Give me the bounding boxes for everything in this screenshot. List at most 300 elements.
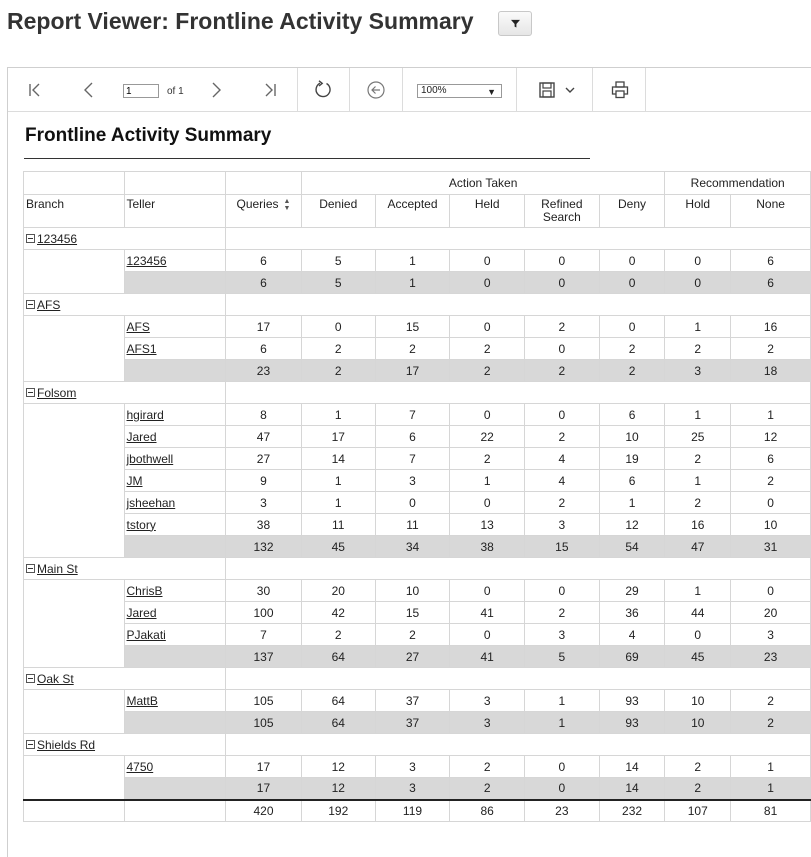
collapse-toggle-icon[interactable] [26,674,35,683]
subtotal-cell: 41 [450,646,525,668]
subtotal-cell: 38 [450,536,525,558]
subtotal-cell: 64 [301,646,375,668]
value-cell: 0 [731,580,811,602]
sort-icon[interactable]: ▲ ▼ [283,198,291,212]
value-cell: 2 [524,602,599,624]
teller-cell [124,404,226,426]
toolbar-divider [402,68,403,112]
subtotal-cell: 137 [226,646,302,668]
back-button[interactable] [365,79,387,101]
branch-cell [24,294,226,316]
grand-total-row [24,800,811,822]
value-cell: 0 [450,250,525,272]
subtotal-cell: 2 [450,360,525,382]
value-cell: 12 [301,756,375,778]
value-cell: 2 [375,338,450,360]
grand-total-cell: 23 [524,800,599,822]
value-cell: 2 [524,316,599,338]
first-page-button[interactable] [24,79,46,101]
subtotal-cell: 37 [375,712,450,734]
branch-row-blank [226,734,811,756]
header-cell [24,172,125,195]
teller-cell [124,602,226,624]
value-cell: 0 [450,492,525,514]
branch-group-cell [24,250,125,294]
value-cell: 6 [731,448,811,470]
branch-cell [24,734,226,756]
save-button[interactable] [536,79,558,101]
value-cell: 0 [524,756,599,778]
value-cell: 2 [301,624,375,646]
value-cell: 7 [375,448,450,470]
teller-cell [124,338,226,360]
table-row [24,316,811,338]
value-cell: 8 [226,404,302,426]
header-action-taken: Action Taken [301,172,664,195]
value-cell: 2 [665,756,731,778]
value-cell: 0 [599,250,665,272]
branch-row [24,558,811,580]
grand-total-label [24,800,125,822]
teller-cell [124,250,226,272]
value-cell: 2 [731,470,811,492]
value-cell: 20 [731,602,811,624]
value-cell: 4 [599,624,665,646]
subtotal-label-cell [124,646,226,668]
value-cell: 9 [226,470,302,492]
table-row [24,624,811,646]
zoom-select[interactable] [417,84,502,98]
subtotal-cell: 0 [450,272,525,294]
subtotal-cell: 23 [226,360,302,382]
value-cell: 2 [665,448,731,470]
value-cell: 1 [375,250,450,272]
subtotal-cell: 31 [731,536,811,558]
branch-group-cell [24,316,125,382]
subtotal-cell: 0 [665,272,731,294]
teller-link[interactable]: ChrisB [126,583,163,598]
header-held: Held [450,195,525,228]
save-options-button[interactable] [559,79,581,101]
value-cell: 1 [665,404,731,426]
subtotal-cell: 2 [524,360,599,382]
branch-row [24,294,811,316]
save-icon [537,80,557,100]
subtotal-cell: 132 [226,536,302,558]
first-page-icon [25,80,45,100]
collapse-toggle-icon[interactable] [26,564,35,573]
subtotal-cell: 2 [731,712,811,734]
subtotal-row [24,272,811,294]
branch-row [24,734,811,756]
value-cell: 1 [665,580,731,602]
table-row [24,426,811,448]
next-page-button[interactable] [205,79,227,101]
value-cell: 19 [599,448,665,470]
value-cell: 5 [301,250,375,272]
subtotal-cell: 27 [375,646,450,668]
refresh-button[interactable] [312,79,334,101]
teller-link[interactable]: hgirard [126,407,164,422]
value-cell: 29 [599,580,665,602]
header-deny: Deny [599,195,665,228]
viewer-toolbar [8,68,811,112]
grand-total-cell: 232 [599,800,665,822]
subtotal-cell: 1 [731,778,811,800]
value-cell: 0 [301,316,375,338]
value-cell: 3 [731,624,811,646]
table-row [24,492,811,514]
branch-row [24,228,811,250]
previous-page-icon [79,80,99,100]
branch-link[interactable]: 123456 [37,231,78,246]
subtotal-cell: 5 [301,272,375,294]
teller-link[interactable]: Jared [126,605,157,620]
teller-link[interactable]: jsheehan [126,495,176,510]
teller-cell [124,492,226,514]
subtotal-cell: 69 [599,646,665,668]
value-cell: 3 [375,756,450,778]
subtotal-label-cell [124,536,226,558]
subtotal-cell: 47 [665,536,731,558]
subtotal-cell: 2 [665,778,731,800]
toolbar-divider [297,68,298,112]
value-cell: 38 [226,514,302,536]
subtotal-cell: 45 [301,536,375,558]
value-cell: 4 [524,470,599,492]
value-cell: 17 [226,756,302,778]
table-row [24,250,811,272]
grand-total-cell: 420 [226,800,302,822]
header-cell [124,172,226,195]
zoom-value: 100% [421,85,447,96]
subtotal-cell: 0 [524,272,599,294]
value-cell: 3 [524,624,599,646]
value-cell: 0 [524,250,599,272]
value-cell: 41 [450,602,525,624]
value-cell: 30 [226,580,302,602]
header-teller: Teller [124,195,226,228]
subtotal-row [24,646,811,668]
value-cell: 6 [599,404,665,426]
value-cell: 3 [524,514,599,536]
value-cell: 0 [599,316,665,338]
branch-group-cell [24,756,125,800]
teller-link[interactable]: AFS1 [126,341,157,356]
teller-link[interactable]: 4750 [126,759,154,774]
value-cell: 2 [731,338,811,360]
collapse-toggle-icon[interactable] [26,388,35,397]
page-count-label: of 1 [167,86,184,97]
subtotal-row [24,536,811,558]
branch-link[interactable]: AFS [37,297,61,312]
value-cell: 3 [375,470,450,492]
teller-cell [124,316,226,338]
collapse-toggle-icon[interactable] [26,234,35,243]
subtotal-cell: 15 [524,536,599,558]
teller-cell [124,580,226,602]
value-cell: 93 [599,690,665,712]
value-cell: 1 [301,404,375,426]
subtotal-cell: 64 [301,712,375,734]
grand-total-cell: 86 [450,800,525,822]
value-cell: 6 [731,250,811,272]
subtotal-cell: 17 [226,778,302,800]
branch-row [24,382,811,404]
value-cell: 1 [731,404,811,426]
subtotal-cell: 6 [731,272,811,294]
value-cell: 15 [375,316,450,338]
value-cell: 16 [665,514,731,536]
next-page-icon [206,80,226,100]
table-row [24,448,811,470]
value-cell: 105 [226,690,302,712]
subtotal-cell: 93 [599,712,665,734]
print-icon [610,80,630,100]
teller-link[interactable]: MattB [126,693,158,708]
value-cell: 1 [450,470,525,492]
value-cell: 10 [665,690,731,712]
value-cell: 2 [731,690,811,712]
teller-cell [124,470,226,492]
title-divider [24,158,590,159]
subtotal-row [24,712,811,734]
branch-row [24,668,811,690]
branch-link[interactable]: Folsom [37,385,77,400]
grand-total-label [124,800,226,822]
value-cell: 2 [450,756,525,778]
value-cell: 2 [301,338,375,360]
value-cell: 1 [599,492,665,514]
table-row [24,602,811,624]
toolbar-divider [516,68,517,112]
header-hold: Hold [665,195,731,228]
teller-link[interactable]: Jared [126,429,157,444]
header-queries[interactable]: Queries ▲ ▼ [226,195,302,228]
table-row [24,690,811,712]
table-row [24,580,811,602]
subtotal-cell: 3 [450,712,525,734]
subtotal-label-cell [124,712,226,734]
value-cell: 47 [226,426,302,448]
value-cell: 3 [450,690,525,712]
last-page-button[interactable] [259,79,281,101]
subtotal-cell: 0 [524,778,599,800]
value-cell: 20 [301,580,375,602]
page-number-input[interactable] [123,84,159,98]
last-page-icon [260,80,280,100]
value-cell: 100 [226,602,302,624]
toolbar-divider [645,68,646,112]
value-cell: 0 [450,404,525,426]
subtotal-cell: 2 [301,360,375,382]
subtotal-cell: 12 [301,778,375,800]
table-row [24,404,811,426]
teller-link[interactable]: JM [126,473,143,488]
branch-link[interactable]: Shields Rd [37,737,96,752]
value-cell: 22 [450,426,525,448]
value-cell: 0 [731,492,811,514]
subtotal-cell: 5 [524,646,599,668]
branch-group-cell [24,580,125,668]
value-cell: 6 [375,426,450,448]
value-cell: 0 [524,338,599,360]
subtotal-cell: 18 [731,360,811,382]
value-cell: 64 [301,690,375,712]
subtotal-cell: 45 [665,646,731,668]
refresh-icon [313,80,333,100]
subtotal-cell: 10 [665,712,731,734]
value-cell: 17 [226,316,302,338]
value-cell: 0 [450,624,525,646]
subtotal-row [24,778,811,800]
branch-row-blank [226,294,811,316]
teller-cell [124,756,226,778]
value-cell: 17 [301,426,375,448]
branch-cell [24,668,226,690]
teller-cell [124,624,226,646]
header-recommendation: Recommendation [665,172,811,195]
teller-link[interactable]: jbothwell [126,451,174,466]
teller-cell [124,690,226,712]
value-cell: 12 [599,514,665,536]
teller-link[interactable]: 123456 [126,253,167,268]
branch-row-blank [226,558,811,580]
value-cell: 0 [375,492,450,514]
value-cell: 0 [450,580,525,602]
value-cell: 6 [599,470,665,492]
subtotal-label-cell [124,778,226,800]
value-cell: 10 [599,426,665,448]
activity-table [23,171,811,822]
branch-cell [24,382,226,404]
filter-button[interactable] [498,11,532,36]
table-row [24,756,811,778]
branch-cell [24,558,226,580]
value-cell: 10 [375,580,450,602]
subtotal-cell: 34 [375,536,450,558]
grand-total-cell: 119 [375,800,450,822]
subtotal-label-cell [124,360,226,382]
value-cell: 2 [450,448,525,470]
value-cell: 37 [375,690,450,712]
collapse-toggle-icon[interactable] [26,300,35,309]
branch-group-cell [24,690,125,734]
value-cell: 4 [524,448,599,470]
previous-page-button[interactable] [78,79,100,101]
value-cell: 11 [301,514,375,536]
value-cell: 1 [301,492,375,514]
header-row-groups [24,172,811,195]
teller-link[interactable]: PJakati [126,627,166,642]
value-cell: 0 [665,624,731,646]
teller-cell [124,448,226,470]
header-refined-search: Refined Search [524,195,599,228]
value-cell: 1 [731,756,811,778]
value-cell: 0 [665,250,731,272]
subtotal-cell: 3 [665,360,731,382]
header-accepted: Accepted [375,195,450,228]
value-cell: 14 [301,448,375,470]
header-denied: Denied [301,195,375,228]
subtotal-label-cell [124,272,226,294]
value-cell: 7 [226,624,302,646]
subtotal-cell: 2 [450,778,525,800]
toolbar-divider [349,68,350,112]
value-cell: 42 [301,602,375,624]
grand-total-cell: 81 [731,800,811,822]
branch-link[interactable]: Main St [37,561,78,576]
value-cell: 2 [375,624,450,646]
table-row [24,338,811,360]
subtotal-cell: 6 [226,272,302,294]
report-viewer [7,67,811,857]
subtotal-cell: 105 [226,712,302,734]
subtotal-row [24,360,811,382]
value-cell: 7 [375,404,450,426]
grand-total-cell: 107 [665,800,731,822]
value-cell: 15 [375,602,450,624]
value-cell: 14 [599,756,665,778]
branch-cell [24,228,226,250]
subtotal-cell: 1 [375,272,450,294]
value-cell: 12 [731,426,811,448]
value-cell: 10 [731,514,811,536]
value-cell: 2 [450,338,525,360]
value-cell: 16 [731,316,811,338]
toolbar-divider [592,68,593,112]
subtotal-cell: 1 [524,712,599,734]
value-cell: 0 [524,580,599,602]
chevron-down-icon [560,80,580,100]
value-cell: 2 [524,492,599,514]
value-cell: 6 [226,338,302,360]
subtotal-cell: 2 [599,360,665,382]
value-cell: 11 [375,514,450,536]
value-cell: 0 [450,316,525,338]
report-title: Frontline Activity Summary [25,125,272,146]
value-cell: 36 [599,602,665,624]
grand-total-cell: 192 [301,800,375,822]
value-cell: 1 [524,690,599,712]
teller-link[interactable]: tstory [126,517,156,532]
table-row [24,514,811,536]
value-cell: 1 [301,470,375,492]
value-cell: 13 [450,514,525,536]
value-cell: 1 [665,470,731,492]
value-cell: 25 [665,426,731,448]
teller-cell [124,514,226,536]
value-cell: 0 [524,404,599,426]
header-cell [226,172,302,195]
collapse-toggle-icon[interactable] [26,740,35,749]
teller-cell [124,426,226,448]
teller-link[interactable]: AFS [126,319,150,334]
value-cell: 2 [665,338,731,360]
value-cell: 3 [226,492,302,514]
subtotal-cell: 0 [599,272,665,294]
subtotal-cell: 14 [599,778,665,800]
branch-row-blank [226,228,811,250]
back-icon [366,80,386,100]
header-none: None [731,195,811,228]
branch-row-blank [226,382,811,404]
print-button[interactable] [609,79,631,101]
filter-icon [511,19,520,28]
branch-group-cell [24,404,125,558]
branch-link[interactable]: Oak St [37,671,74,686]
subtotal-cell: 17 [375,360,450,382]
